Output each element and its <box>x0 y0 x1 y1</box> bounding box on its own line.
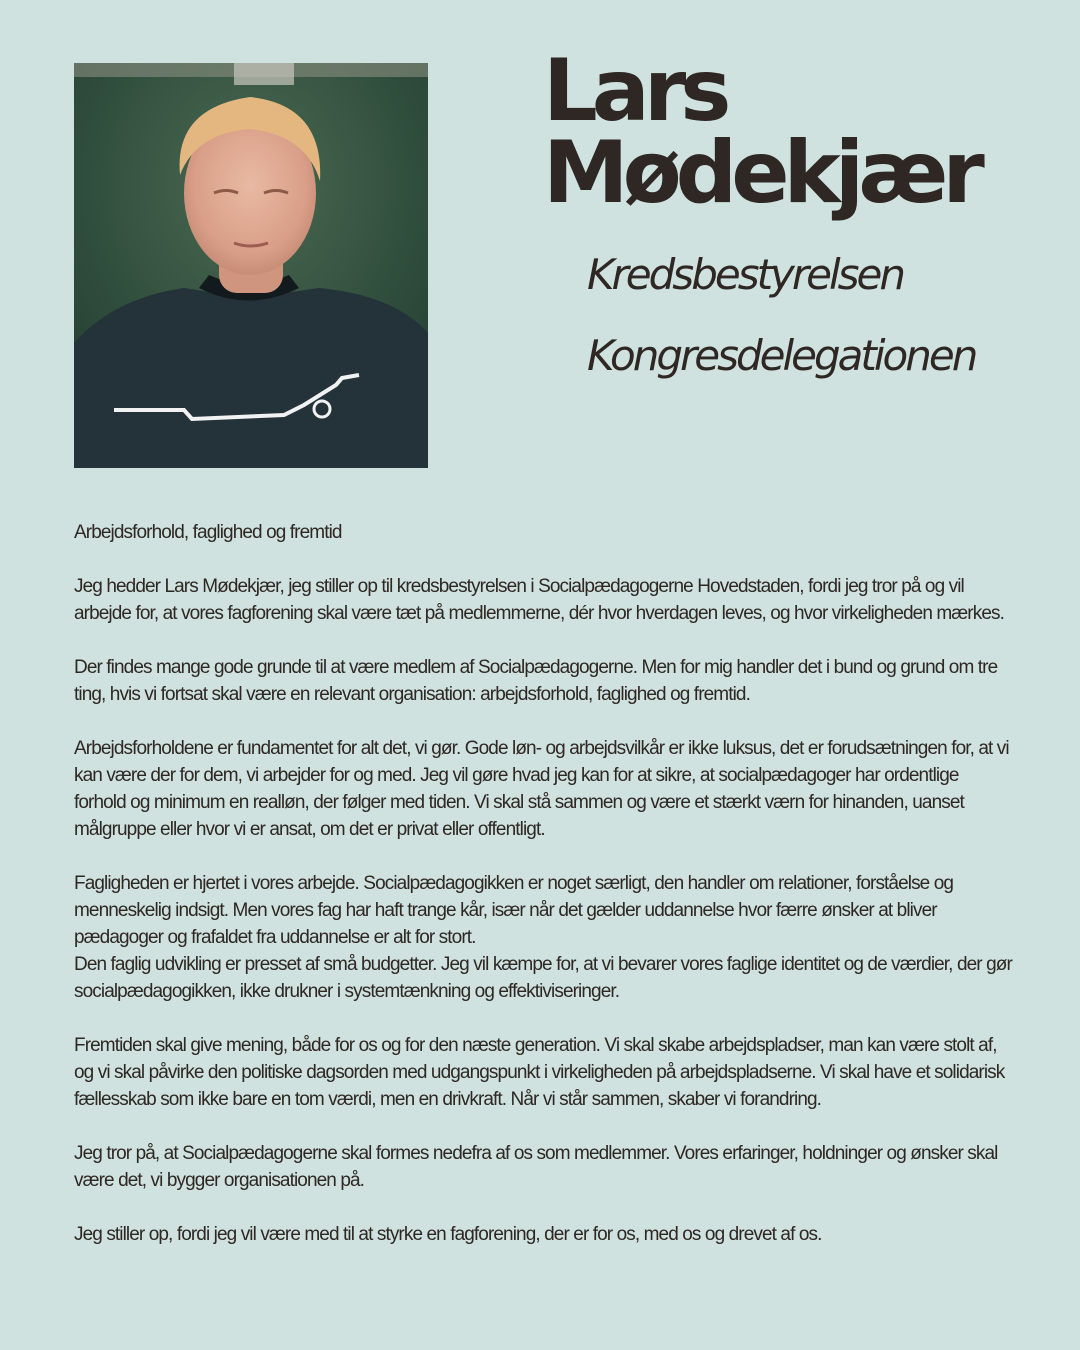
role-kongresdelegationen: Kongresdelegationen <box>587 331 976 380</box>
candidate-last-name: Mødekjær <box>543 123 979 223</box>
statement-paragraph: Der findes mange gode grunde til at være medlem af Socialpædagogerne. Men for mig handler det i bund og grund om tre ting, hvis vi fortsat skal være en relevant organisation: arbejdsforhold, faglighed og fremtid. <box>74 657 998 705</box>
candidate-photo <box>74 63 428 468</box>
candidate-first-name: Lars <box>543 41 726 141</box>
statement-paragraph: Jeg tror på, at Socialpædagogerne skal formes nedefra af os som medlemmer. Vores erfaringer, holdninger og ønsker skal være det, vi bygger organisationen på. <box>74 1143 998 1191</box>
statement-paragraph: Fremtiden skal give mening, både for os og for den næste generation. Vi skal skabe arbejdspladser, man kan være stolt af, og vi skal påvirke den politiske dagsorden med udgangspunkt i virkeligheden på arbejdspladserne. Vi skal have et solidarisk fællesskab som ikke bare en tom værdi, men en drivkraft. Når vi står sammen, skaber vi forandring. <box>74 1035 1005 1110</box>
role-kredsbestyrelsen: Kredsbestyrelsen <box>587 250 904 299</box>
statement-paragraph: Jeg hedder Lars Mødekjær, jeg stiller op til kredsbestyrelsen i Socialpædagogerne Hovedstaden, fordi jeg tror på og vil arbejde for, at vores fagforening skal være tæt på medlemmerne, dér hvor hverdagen leves, og hvor virkeligheden mærkes. <box>74 576 1004 624</box>
statement-heading: Arbejdsforhold, faglighed og fremtid <box>74 522 342 543</box>
candidate-name <box>543 41 979 223</box>
statement-paragraph: Fagligheden er hjertet i vores arbejde. Socialpædagogikken er noget særligt, den handler om relationer, forståelse og menneskelig indsigt. Men vores fag har haft trange kår, især når det gælder uddannelse hvor færre ønsker at bliver pædagoger og frafaldet fra uddannelse er alt for stort. <box>74 873 954 948</box>
statement-paragraph: Jeg stiller op, fordi jeg vil være med til at styrke en fagforening, der er for os, med os og drevet af os. <box>74 1224 822 1245</box>
statement-paragraph: Arbejdsforholdene er fundamentet for alt det, vi gør. Gode løn- og arbejdsvilkår er ikke luksus, det er forudsætningen for, at vi kan være der for dem, vi arbejder for og med. Jeg vil gøre hvad jeg kan for at sikre, at socialpædagoger har ordentlige forhold og minimum en realløn, der følger med tiden. Vi skal stå sammen og være et stærkt værn for hinanden, uanset målgruppe eller hvor vi er ansat, om det er privat eller offentligt. <box>74 738 1009 840</box>
portrait-illustration <box>74 63 428 468</box>
candidate-statement <box>74 519 1014 1275</box>
statement-paragraph: Den faglig udvikling er presset af små budgetter. Jeg vil kæmpe for, at vi bevarer vores faglige identitet og de værdier, der gør socialpædagogikken, ikke drukner i systemtænkning og effektiviseringer. <box>74 954 1012 1002</box>
